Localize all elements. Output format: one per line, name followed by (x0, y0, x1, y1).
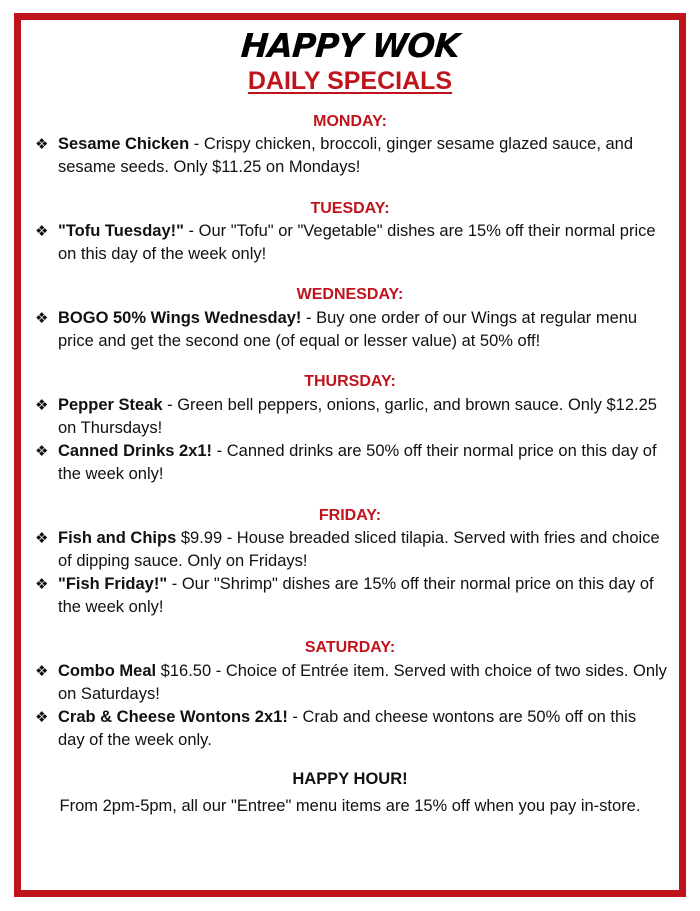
special-price: $16.50 (156, 662, 212, 680)
specials-subtitle: DAILY SPECIALS (247, 67, 453, 95)
special-item (35, 527, 667, 573)
special-description: - Our "Tofu" or "Vegetable" dishes are 15% off their normal price on this day of the week only! (58, 222, 656, 263)
special-description: - Buy one order of our Wings at regular menu price and get the second one (of equal or lesser value) at 50% off! (58, 309, 638, 350)
special-description: - Crab and cheese wontons are 50% off on this day of the week only. (58, 708, 637, 749)
special-description: - Our "Shrimp" dishes are 15% off their normal price on this day of the week only! (58, 575, 654, 616)
special-description: - Canned drinks are 50% off their normal price on this day of the week only! (58, 442, 657, 483)
day-heading-tuesday: TUESDAY: (310, 200, 390, 217)
special-item (35, 307, 667, 353)
special-name: Canned Drinks 2x1! (58, 442, 213, 460)
special-price: $9.99 (176, 529, 223, 547)
special-name: Pepper Steak (58, 396, 163, 414)
menu-frame (14, 13, 686, 897)
special-item (35, 440, 667, 486)
day-heading-friday: FRIDAY: (318, 507, 382, 524)
diamond-bullet-icon: ❖ (35, 530, 49, 547)
special-description: - Green bell peppers, onions, garlic, and brown sauce. Only $12.25 on Thursdays! (58, 396, 657, 437)
day-heading-monday: MONDAY: (313, 113, 387, 130)
special-description: - Choice of Entrée item. Served with choice of two sides. Only on Saturdays! (58, 662, 667, 703)
diamond-bullet-icon: ❖ (35, 663, 49, 680)
special-name: "Tofu Tuesday!" (58, 222, 184, 240)
diamond-bullet-icon: ❖ (35, 576, 49, 593)
day-heading-wednesday: WEDNESDAY: (296, 286, 404, 303)
menu-content (21, 20, 679, 890)
diamond-bullet-icon: ❖ (35, 136, 49, 153)
diamond-bullet-icon: ❖ (35, 310, 49, 327)
special-description: - Crispy chicken, broccoli, ginger sesame glazed sauce, and sesame seeds. Only $11.25 on Mondays! (58, 135, 634, 176)
special-name: Sesame Chicken (58, 135, 190, 153)
happy-hour-heading: HAPPY HOUR! (292, 770, 408, 788)
day-heading-saturday: SATURDAY: (304, 639, 396, 656)
happy-hour-text: From 2pm-5pm, all our "Entree" menu items are 15% off when you pay in-store. (59, 797, 641, 815)
special-item (35, 133, 667, 179)
diamond-bullet-icon: ❖ (35, 223, 49, 240)
special-item (35, 706, 667, 752)
special-name: "Fish Friday!" (58, 575, 168, 593)
diamond-bullet-icon: ❖ (35, 709, 49, 726)
special-item (35, 660, 667, 706)
day-heading-thursday: THURSDAY: (304, 373, 396, 390)
diamond-bullet-icon: ❖ (35, 397, 49, 414)
special-name: Combo Meal (58, 662, 157, 680)
special-item (35, 394, 667, 440)
diamond-bullet-icon: ❖ (35, 443, 49, 460)
special-item (35, 220, 667, 266)
special-name: BOGO 50% Wings Wednesday! (58, 309, 302, 327)
special-description: - House breaded sliced tilapia. Served with fries and choice of dipping sauce. Only on Fridays! (58, 529, 660, 570)
restaurant-title: HAPPY WOK (239, 26, 461, 65)
special-item (35, 573, 667, 619)
special-name: Crab & Cheese Wontons 2x1! (58, 708, 288, 726)
special-name: Fish and Chips (58, 529, 177, 547)
